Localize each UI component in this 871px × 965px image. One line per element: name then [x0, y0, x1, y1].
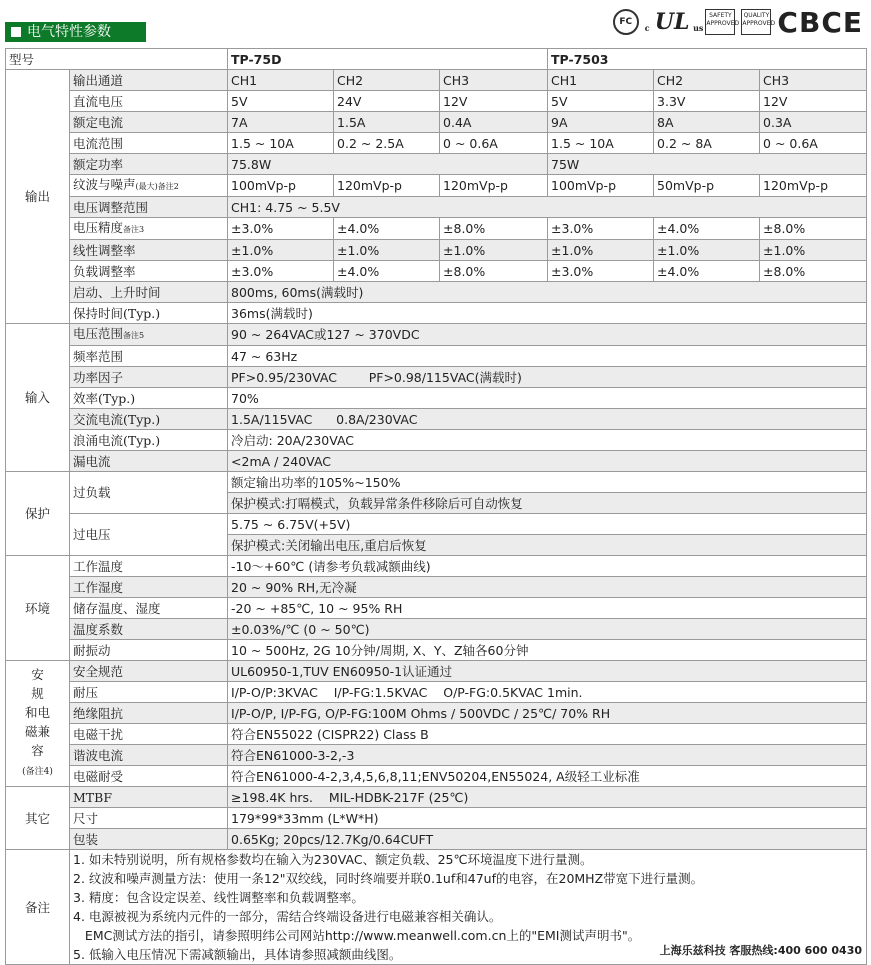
group-output: 输出	[6, 70, 70, 324]
table-row: 线性调整率 ±1.0% ±1.0% ±1.0% ±1.0% ±1.0% ±1.0%	[6, 240, 867, 261]
table-row: 耐压 I/P-O/P:3KVAC I/P-FG:1.5KVAC O/P-FG:0.5KVAC 1min.	[6, 682, 867, 703]
table-row: 额定功率 75.8W 75W	[6, 154, 867, 175]
table-row: 频率范围 47 ~ 63Hz	[6, 346, 867, 367]
table-row: 负载调整率 ±3.0% ±4.0% ±8.0% ±3.0% ±4.0% ±8.0%	[6, 261, 867, 282]
table-row: 耐振动 10 ~ 500Hz, 2G 10分钟/周期, X、Y、Z轴各60分钟	[6, 640, 867, 661]
table-row: 输出 输出通道 CH1 CH2 CH3 CH1 CH2 CH3	[6, 70, 867, 91]
hotline-text: 上海乐兹科技 客服热线:400 600 0430	[659, 944, 863, 957]
table-row: 电流范围 1.5 ~ 10A 0.2 ~ 2.5A 0 ~ 0.6A 1.5 ~ 10A 0.2 ~ 8A 0 ~ 0.6A	[6, 133, 867, 154]
group-environment: 环境	[6, 556, 70, 661]
notes-row	[6, 850, 867, 965]
certification-logos	[613, 6, 863, 38]
table-row: 保护模式:关闭输出电压,重启后恢复	[6, 535, 867, 556]
group-safety-emc: 安 规 和电 磁兼 容 (备注4)	[6, 661, 70, 787]
table-row: 保持时间(Typ.) 36ms(满载时)	[6, 303, 867, 324]
section-title-bar	[5, 22, 146, 42]
table-row: 谐波电流 符合EN61000-3-2,-3	[6, 745, 867, 766]
table-row: 尺寸 179*99*33mm (L*W*H)	[6, 808, 867, 829]
cb-ce-logo: CBCE	[777, 5, 863, 39]
model-a: TP-75D	[228, 49, 548, 70]
square-icon	[11, 27, 21, 37]
table-row: 工作湿度 20 ~ 90% RH,无冷凝	[6, 577, 867, 598]
ul-logo: c UL us	[644, 9, 704, 35]
model-label: 型号	[6, 49, 228, 70]
fcc-logo: FC	[613, 9, 639, 35]
table-row: 输入 电压范围备注5 90 ~ 264VAC或127 ~ 370VDC	[6, 324, 867, 346]
spec-table	[5, 48, 867, 965]
table-row: 启动、上升时间 800ms, 60ms(满载时)	[6, 282, 867, 303]
group-input: 输入	[6, 324, 70, 472]
table-row: 保护 过负载 额定输出功率的105%~150%	[6, 472, 867, 493]
table-row: 效率(Typ.) 70%	[6, 388, 867, 409]
table-row: 电磁干扰 符合EN55022 (CISPR22) Class B	[6, 724, 867, 745]
table-row: 交流电流(Typ.) 1.5A/115VAC 0.8A/230VAC	[6, 409, 867, 430]
table-row: 过电压 5.75 ~ 6.75V(+5V)	[6, 514, 867, 535]
section-title: 电气特性参数	[27, 24, 111, 40]
table-row: 直流电压 5V 24V 12V 5V 3.3V 12V	[6, 91, 867, 112]
table-row: 环境 工作温度 -10～+60℃ (请参考负载减额曲线)	[6, 556, 867, 577]
table-row: 温度系数 ±0.03%/℃ (0 ~ 50℃)	[6, 619, 867, 640]
table-row: 储存温度、湿度 -20 ~ +85℃, 10 ~ 95% RH	[6, 598, 867, 619]
table-row: 电磁耐受 符合EN61000-4-2,3,4,5,6,8,11;ENV50204,EN55024, A级轻工业标准	[6, 766, 867, 787]
table-row: 电压调整范围 CH1: 4.75 ~ 5.5V	[6, 197, 867, 218]
table-row: 功率因子 PF>0.95/230VAC PF>0.98/115VAC(满载时)	[6, 367, 867, 388]
safety-approved-logo: SAFETY APPROVED	[705, 9, 735, 35]
table-row: 纹波与噪声(最大)备注2 100mVp-p 120mVp-p 120mVp-p 100mVp-p 50mVp-p 120mVp-p	[6, 175, 867, 197]
group-other: 其它	[6, 787, 70, 850]
quality-approved-logo: QUALITY APPROVED	[741, 9, 771, 35]
table-row: 安 规 和电 磁兼 容 (备注4) 安全规范 UL60950-1,TUV EN60950-1认证通过	[6, 661, 867, 682]
group-notes: 备注	[6, 850, 70, 965]
table-row: 其它 MTBF ≥198.4K hrs. MIL-HDBK-217F (25℃)	[6, 787, 867, 808]
table-row: 包装 0.65Kg; 20pcs/12.7Kg/0.64CUFT	[6, 829, 867, 850]
table-row: 漏电流 <2mA / 240VAC	[6, 451, 867, 472]
model-row	[6, 49, 867, 70]
table-row: 绝缘阻抗 I/P-O/P, I/P-FG, O/P-FG:100M Ohms / 500VDC / 25℃/ 70% RH	[6, 703, 867, 724]
table-row: 额定电流 7A 1.5A 0.4A 9A 8A 0.3A	[6, 112, 867, 133]
table-row: 电压精度备注3 ±3.0% ±4.0% ±8.0% ±3.0% ±4.0% ±8.0%	[6, 218, 867, 240]
table-row: 保护模式:打嗝模式，负载异常条件移除后可自动恢复	[6, 493, 867, 514]
model-b: TP-7503	[548, 49, 867, 70]
notes-text: 1. 如未特别说明，所有规格参数均在输入为230VAC、额定负载、25℃环境温度下进行量测。 2. 纹波和噪声测量方法：使用一条12"双绞线，同时终端要并联0.1uf和47uf的电容，在20MHZ带宽下进行量测。 3. 精度：包含设定误差、线性调整率和负载调整率。 4. 电源被视为系统内元件的一部分，需结合终端设备进行电磁兼容相关确认。 EMC测试方法的指引，请参照明纬公司网站http://www.meanwell.com.cn上的"EMI测试声明书"。 5. 低输入电压情况下需减额输出，具体请参照减额曲线图。 上海乐兹科技 客服热线:400 600 0430	[70, 850, 867, 965]
group-protection: 保护	[6, 472, 70, 556]
table-row: 浪涌电流(Typ.) 冷启动: 20A/230VAC	[6, 430, 867, 451]
